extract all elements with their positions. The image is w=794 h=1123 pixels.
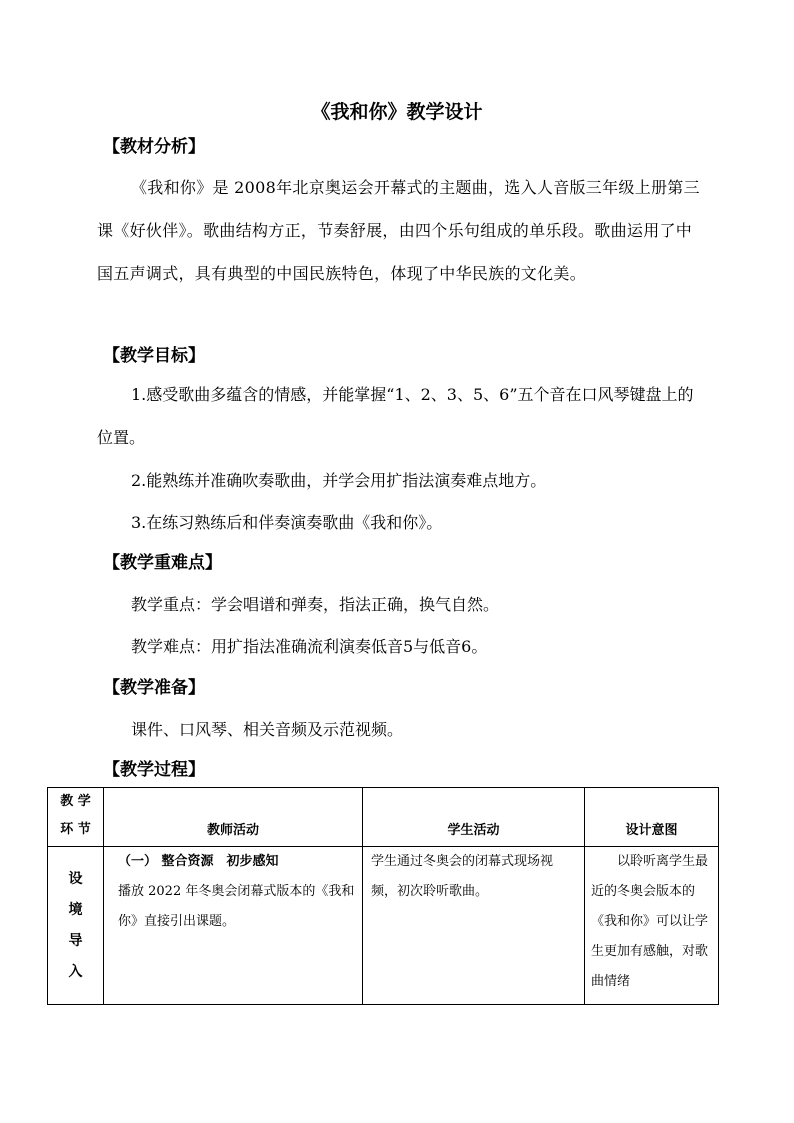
stage-name-cell <box>48 847 104 1005</box>
heading-process: 【教学过程】 <box>103 760 205 780</box>
header-design-intent: 设计意图 <box>585 788 719 847</box>
key-point-item-2: 教学难点：用扩指法准确流利演奏低音5与低音6。 <box>131 637 488 656</box>
teacher-activity-title: （一） 整合资源 初步感知 <box>118 854 279 869</box>
process-table <box>47 787 719 1005</box>
process-table-header-row <box>48 788 719 847</box>
key-point-item-1: 教学重点：学会唱谱和弹奏，指法正确，换气自然。 <box>131 595 500 614</box>
heading-analysis: 【教材分析】 <box>103 137 205 157</box>
goal-item-3: 3.在练习熟练后和伴奏演奏歌曲《我和你》。 <box>131 513 443 532</box>
student-activity-text: 学生通过冬奥会的闭幕式现场视频，初次聆听歌曲。 <box>371 854 554 899</box>
design-intent-text: 以聆听离学生最近的冬奥会版本的《我和你》可以让学生更加有感触，对歌曲情绪 <box>591 854 709 989</box>
design-intent-cell <box>585 847 719 1005</box>
preparation-text: 课件、口风琴、相关音频及示范视频。 <box>131 720 404 739</box>
goal-item-1: 1.感受歌曲多蕴含的情感，并能掌握“1、2、3、5、6”五个音在口风琴键盘上的位置。 <box>97 385 694 447</box>
heading-key-points: 【教学重难点】 <box>103 553 222 573</box>
heading-preparation: 【教学准备】 <box>103 678 205 698</box>
document-title: 《我和你》教学设计 <box>311 101 483 123</box>
student-activity-cell <box>363 847 585 1005</box>
goal-item-2: 2.能熟练并准确吹奏歌曲，并学会用扩指法演奏难点地方。 <box>131 471 547 490</box>
header-stage-line2: 环 节 <box>60 822 91 837</box>
header-teacher-activity: 教师活动 <box>104 788 363 847</box>
table-row <box>48 847 719 1005</box>
analysis-paragraph: 《我和你》是 2008年北京奥运会开幕式的主题曲，选入人音版三年级上册第三课《好伙伴》。歌曲结构方正，节奏舒展，由四个乐句组成的单乐段。歌曲运用了中国五声调式，具有典型的中国民族特色，体现了中华民族的文化美。 <box>97 178 700 283</box>
header-stage-cell <box>48 788 104 847</box>
header-student-activity: 学生活动 <box>363 788 585 847</box>
header-stage-line1: 教 学 <box>60 794 91 809</box>
stage-name: 设 境 导 入 <box>68 870 83 980</box>
teacher-activity-text: 播放 2022 年冬奥会闭幕式版本的《我和你》直接引出课题。 <box>118 884 355 929</box>
teacher-activity-cell <box>104 847 363 1005</box>
heading-goals: 【教学目标】 <box>103 346 205 366</box>
